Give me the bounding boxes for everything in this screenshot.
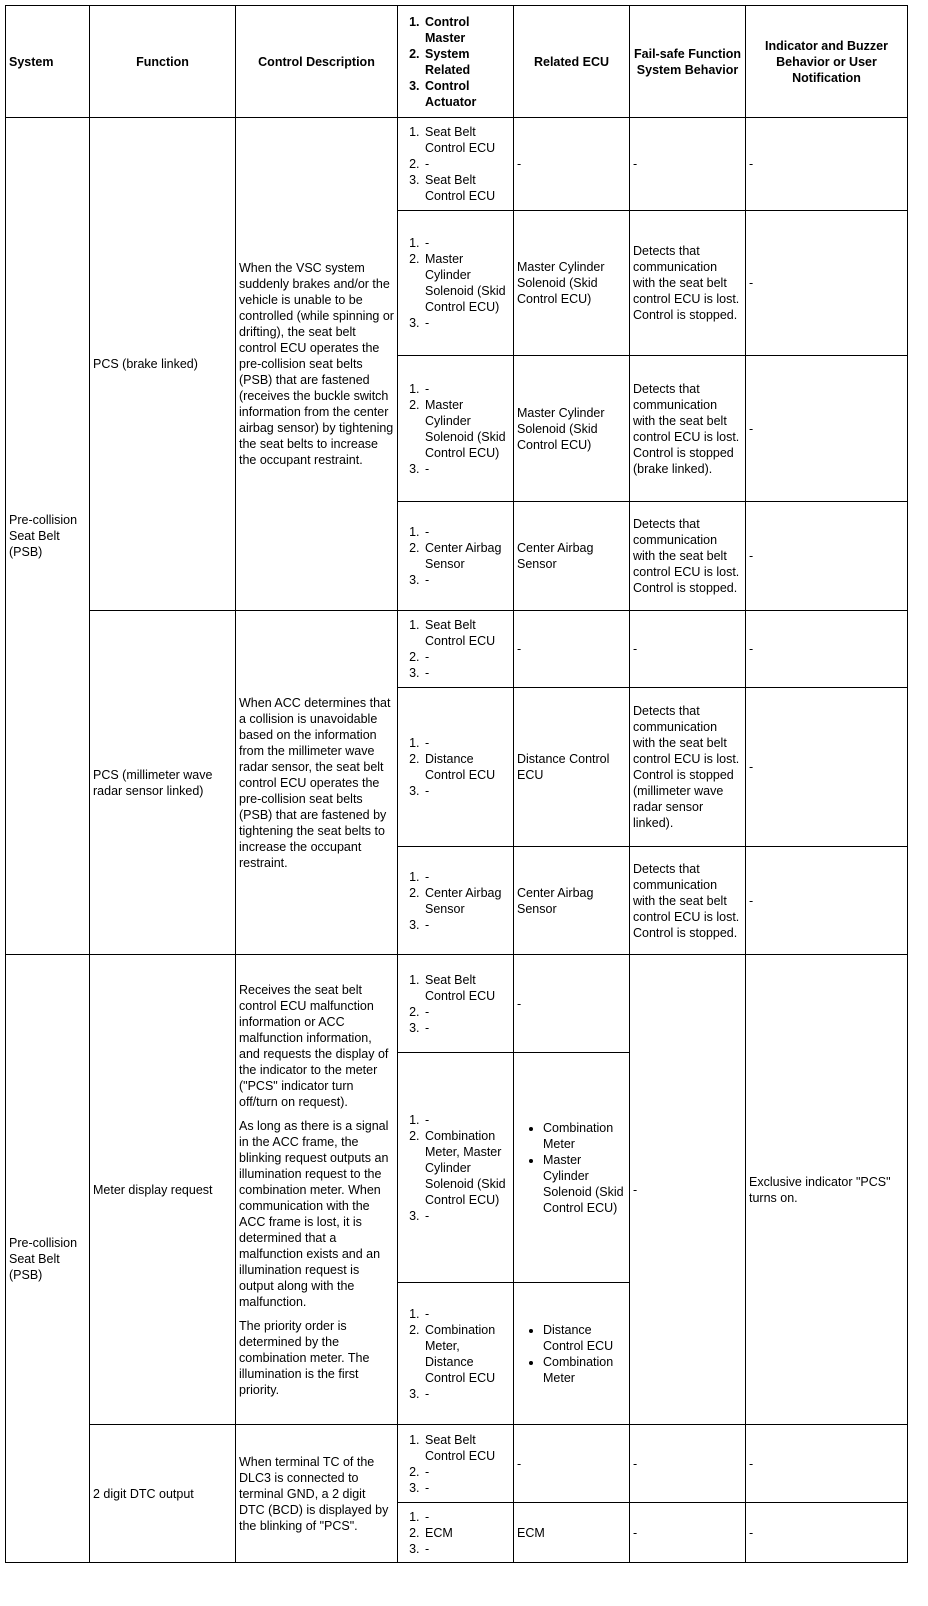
- table-row: [6, 118, 908, 211]
- control-master: 1. -: [423, 524, 510, 540]
- control-master: 1. -: [423, 235, 510, 251]
- header-control-description: Control Description: [236, 6, 398, 118]
- related-ecu-cell: -: [514, 118, 630, 211]
- indicator-cell: -: [746, 211, 908, 356]
- control-actuator: 3. -: [423, 1386, 510, 1402]
- indicator-cell: -: [746, 1425, 908, 1503]
- control-actuator: 3. -: [423, 1020, 510, 1036]
- related-ecu-cell: Distance Control ECU: [514, 688, 630, 847]
- failsafe-cell: Detects that communication with the seat belt control ECU is lost. Control is stopped.: [630, 847, 746, 955]
- header-failsafe: Fail-safe Function System Behavior: [630, 6, 746, 118]
- system-related: 2. Center Airbag Sensor: [423, 885, 510, 917]
- system-related: 2. ECM: [423, 1525, 510, 1541]
- control-master: 1. -: [423, 1112, 510, 1128]
- related-ecu-cell: [514, 1053, 630, 1283]
- related-ecu-item: • Master Cylinder Solenoid (Skid Control ECU): [543, 1152, 626, 1216]
- control-master: 1. Seat Belt Control ECU: [423, 124, 510, 156]
- indicator-cell: -: [746, 847, 908, 955]
- header-system-related: 2. System Related: [423, 46, 510, 78]
- control-master: 1. Seat Belt Control ECU: [423, 972, 510, 1004]
- failsafe-cell: Detects that communication with the seat belt control ECU is lost. Control is stopped.: [630, 502, 746, 611]
- control-cell: [398, 847, 514, 955]
- control-cell: [398, 688, 514, 847]
- control-actuator: 3. -: [423, 315, 510, 331]
- header-control-items: [398, 6, 514, 118]
- related-ecu-cell: -: [514, 611, 630, 688]
- header-function: Function: [90, 6, 236, 118]
- failsafe-cell: Detects that communication with the seat belt control ECU is lost. Control is stopped.: [630, 211, 746, 356]
- description-text: When terminal TC of the DLC3 is connected to terminal GND, a 2 digit DTC (BCD) is displayed by the blinking of "PCS".: [239, 1454, 389, 1533]
- related-ecu-item: • Distance Control ECU: [543, 1322, 626, 1354]
- control-master: 1. -: [423, 381, 510, 397]
- related-ecu-cell: Master Cylinder Solenoid (Skid Control ECU): [514, 211, 630, 356]
- function-cell: PCS (millimeter wave radar sensor linked): [90, 611, 236, 955]
- system-related: 2. Combination Meter, Distance Control ECU: [423, 1322, 510, 1386]
- control-actuator: 3. Seat Belt Control ECU: [423, 172, 510, 204]
- indicator-cell: -: [746, 1503, 908, 1563]
- related-ecu-cell: Center Airbag Sensor: [514, 847, 630, 955]
- table-row: [6, 955, 908, 1053]
- control-master: 1. -: [423, 735, 510, 751]
- system-related: 2. Combination Meter, Master Cylinder Solenoid (Skid Control ECU): [423, 1128, 510, 1208]
- system-related: 2. Center Airbag Sensor: [423, 540, 510, 572]
- control-cell: [398, 211, 514, 356]
- related-ecu-cell: Center Airbag Sensor: [514, 502, 630, 611]
- control-cell: [398, 1053, 514, 1283]
- control-actuator: 3. -: [423, 1480, 510, 1496]
- failsafe-cell: -: [630, 1503, 746, 1563]
- description-text: Receives the seat belt control ECU malfunction information or ACC malfunction information, and requests the display of the indicator to the meter ("PCS" indicator turn off/turn on request).: [239, 982, 389, 1109]
- description-cell: [236, 118, 398, 611]
- control-cell: [398, 1283, 514, 1425]
- description-text: When the VSC system suddenly brakes and/or the vehicle is unable to be controlled (while spinning or drifting), the seat belt control ECU operates the pre-collision seat belts (PSB) that are fastened (receives the buckle switch information from the center airbag sensor) by tightening the seat belts to increase the occupant restraint.: [239, 261, 394, 467]
- description-cell: [236, 1425, 398, 1563]
- failsafe-cell: -: [630, 1425, 746, 1503]
- related-ecu-item: • Combination Meter: [543, 1120, 626, 1152]
- indicator-cell: Exclusive indicator "PCS" turns on.: [746, 955, 908, 1425]
- related-ecu-cell: ECM: [514, 1503, 630, 1563]
- control-actuator: 3. -: [423, 917, 510, 933]
- header-indicator: Indicator and Buzzer Behavior or User Notification: [746, 6, 908, 118]
- related-ecu-cell: Master Cylinder Solenoid (Skid Control ECU): [514, 356, 630, 502]
- system-related: 2. Distance Control ECU: [423, 751, 510, 783]
- system-cell: Pre-collision Seat Belt (PSB): [6, 955, 90, 1563]
- system-related: 2. -: [423, 1464, 510, 1480]
- control-master: 1. -: [423, 1306, 510, 1322]
- description-text: The priority order is determined by the combination meter. The illumination is the first priority.: [239, 1318, 370, 1397]
- failsafe-cell: -: [630, 611, 746, 688]
- failsafe-cell: Detects that communication with the seat belt control ECU is lost. Control is stopped (millimeter wave radar sensor linked).: [630, 688, 746, 847]
- function-cell: Meter display request: [90, 955, 236, 1425]
- failsafe-cell: -: [630, 955, 746, 1425]
- table-row: [6, 611, 908, 688]
- control-actuator: 3. -: [423, 1208, 510, 1224]
- control-cell: [398, 118, 514, 211]
- description-cell: [236, 611, 398, 955]
- header-control-master: 1. Control Master: [423, 14, 510, 46]
- function-cell: PCS (brake linked): [90, 118, 236, 611]
- control-cell: [398, 1503, 514, 1563]
- header-row: [6, 6, 908, 118]
- system-related: 2. -: [423, 1004, 510, 1020]
- related-ecu-item: • Combination Meter: [543, 1354, 626, 1386]
- control-actuator: 3. -: [423, 665, 510, 681]
- table-row: [6, 1425, 908, 1503]
- header-related-ecu: Related ECU: [514, 6, 630, 118]
- control-cell: [398, 611, 514, 688]
- function-cell: 2 digit DTC output: [90, 1425, 236, 1563]
- system-related: 2. -: [423, 649, 510, 665]
- related-ecu-cell: -: [514, 1425, 630, 1503]
- control-cell: [398, 502, 514, 611]
- indicator-cell: -: [746, 118, 908, 211]
- failsafe-cell: Detects that communication with the seat belt control ECU is lost. Control is stopped (brake linked).: [630, 356, 746, 502]
- control-master: 1. -: [423, 869, 510, 885]
- description-text: As long as there is a signal in the ACC frame, the blinking request outputs an illumination request to the combination meter. When communication with the ACC frame is lost, it is determined that a malfunction exists and an illumination request is output along with the malfunction.: [239, 1118, 389, 1309]
- control-cell: [398, 955, 514, 1053]
- control-cell: [398, 356, 514, 502]
- system-related: 2. -: [423, 156, 510, 172]
- system-related: 2. Master Cylinder Solenoid (Skid Control ECU): [423, 397, 510, 461]
- control-actuator: 3. -: [423, 572, 510, 588]
- description-text: When ACC determines that a collision is unavoidable based on the information from the millimeter wave radar sensor, the seat belt control ECU operates the pre-collision seat belts (PSB) that are fastened by tightening the seat belts to increase the occupant restraint.: [239, 695, 391, 870]
- related-ecu-cell: -: [514, 955, 630, 1053]
- failsafe-cell: -: [630, 118, 746, 211]
- control-master: 1. Seat Belt Control ECU: [423, 617, 510, 649]
- indicator-cell: -: [746, 356, 908, 502]
- control-master: 1. Seat Belt Control ECU: [423, 1432, 510, 1464]
- control-actuator: 3. -: [423, 461, 510, 477]
- control-table: [5, 5, 908, 1563]
- related-ecu-cell: [514, 1283, 630, 1425]
- control-actuator: 3. -: [423, 1541, 510, 1557]
- indicator-cell: -: [746, 611, 908, 688]
- header-system: System: [6, 6, 90, 118]
- system-cell: Pre-collision Seat Belt (PSB): [6, 118, 90, 955]
- indicator-cell: -: [746, 688, 908, 847]
- control-actuator: 3. -: [423, 783, 510, 799]
- header-control-actuator: 3. Control Actuator: [423, 78, 510, 110]
- system-related: 2. Master Cylinder Solenoid (Skid Control ECU): [423, 251, 510, 315]
- indicator-cell: -: [746, 502, 908, 611]
- control-cell: [398, 1425, 514, 1503]
- control-master: 1. -: [423, 1509, 510, 1525]
- description-cell: [236, 955, 398, 1425]
